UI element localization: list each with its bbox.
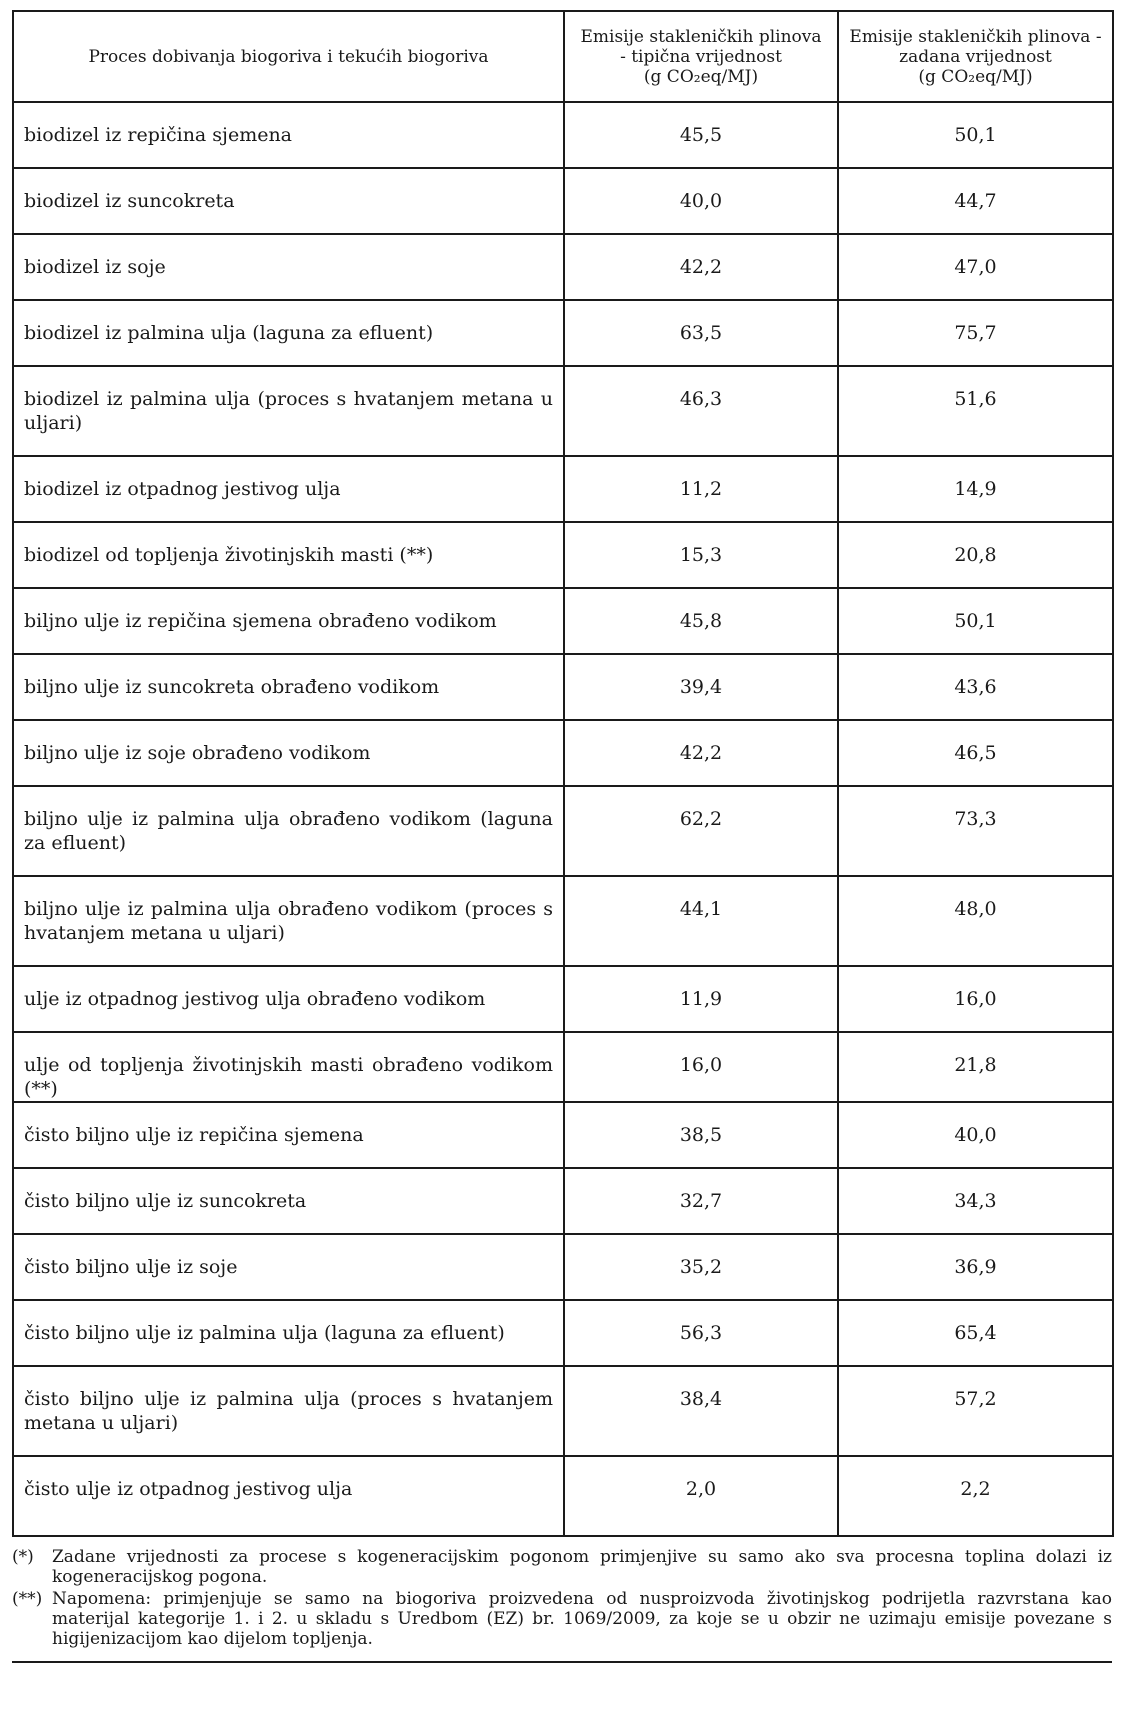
footnote-text: Napomena: primjenjuje se samo na biogoriva proizvedena od nusproizvoda životinjskog podrijetla razvrstana kao materijal kategorije 1. i 2. u skladu s Uredbom (EZ) br. 1069/2009, za koje se u obzir ne uzimaju emisije povezane s higijenizacijom kao dijelom topljenja. (52, 1589, 1112, 1649)
table-row (13, 1102, 1113, 1168)
table-row (13, 720, 1113, 786)
typical-value-cell: 15,3 (564, 522, 838, 588)
typical-value-cell: 42,2 (564, 234, 838, 300)
process-cell: biljno ulje iz suncokreta obrađeno vodikom (13, 654, 564, 720)
default-value-cell: 2,2 (838, 1456, 1113, 1536)
process-cell: čisto biljno ulje iz soje (13, 1234, 564, 1300)
process-cell: čisto biljno ulje iz repičina sjemena (13, 1102, 564, 1168)
process-cell: biodizel iz soje (13, 234, 564, 300)
default-value-cell: 14,9 (838, 456, 1113, 522)
table-row (13, 588, 1113, 654)
footnote (12, 1589, 1112, 1649)
process-cell: biljno ulje iz palmina ulja obrađeno vodikom (proces s hvatanjem metana u uljari) (13, 876, 564, 966)
bottom-rule (12, 1661, 1112, 1663)
header-process: Proces dobivanja biogoriva i tekućih biogoriva (13, 11, 564, 102)
default-value-cell: 20,8 (838, 522, 1113, 588)
table-row (13, 300, 1113, 366)
default-value-cell: 43,6 (838, 654, 1113, 720)
typical-value-cell: 11,9 (564, 966, 838, 1032)
process-cell: ulje od topljenja životinjskih masti obrađeno vodikom (**) (13, 1032, 564, 1102)
default-value-cell: 48,0 (838, 876, 1113, 966)
default-value-cell: 50,1 (838, 588, 1113, 654)
process-cell: biljno ulje iz repičina sjemena obrađeno vodikom (13, 588, 564, 654)
default-value-cell: 44,7 (838, 168, 1113, 234)
default-value-cell: 47,0 (838, 234, 1113, 300)
table-row (13, 1456, 1113, 1536)
table-row (13, 654, 1113, 720)
process-cell: biljno ulje iz soje obrađeno vodikom (13, 720, 564, 786)
table-header (13, 11, 1113, 102)
document-page (12, 10, 1112, 1663)
process-cell: ulje iz otpadnog jestivog ulja obrađeno vodikom (13, 966, 564, 1032)
table-row (13, 786, 1113, 876)
default-value-cell: 73,3 (838, 786, 1113, 876)
table-body (13, 102, 1113, 1536)
default-value-cell: 65,4 (838, 1300, 1113, 1366)
typical-value-cell: 42,2 (564, 720, 838, 786)
typical-value-cell: 56,3 (564, 1300, 838, 1366)
process-cell: biodizel iz palmina ulja (proces s hvatanjem metana u uljari) (13, 366, 564, 456)
typical-value-cell: 38,5 (564, 1102, 838, 1168)
table-row (13, 1234, 1113, 1300)
table-row (13, 876, 1113, 966)
typical-value-cell: 16,0 (564, 1032, 838, 1102)
default-value-cell: 75,7 (838, 300, 1113, 366)
process-cell: čisto biljno ulje iz palmina ulja (laguna za efluent) (13, 1300, 564, 1366)
footnote-text: Zadane vrijednosti za procese s kogeneracijskim pogonom primjenjive su samo ako sva procesna toplina dolazi iz kogeneracijskog pogona. (52, 1547, 1112, 1587)
table-row (13, 366, 1113, 456)
table-row (13, 1366, 1113, 1456)
header-typical: Emisije stakleničkih plinova - tipična vrijednost (g CO₂eq/MJ) (564, 11, 838, 102)
default-value-cell: 57,2 (838, 1366, 1113, 1456)
typical-value-cell: 11,2 (564, 456, 838, 522)
default-value-cell: 50,1 (838, 102, 1113, 168)
footnote-mark: (**) (12, 1589, 43, 1609)
table-row (13, 522, 1113, 588)
default-value-cell: 36,9 (838, 1234, 1113, 1300)
typical-value-cell: 40,0 (564, 168, 838, 234)
typical-value-cell: 45,8 (564, 588, 838, 654)
default-value-cell: 40,0 (838, 1102, 1113, 1168)
table-row (13, 1300, 1113, 1366)
typical-value-cell: 62,2 (564, 786, 838, 876)
process-cell: biodizel od topljenja životinjskih masti (**) (13, 522, 564, 588)
process-cell: biodizel iz otpadnog jestivog ulja (13, 456, 564, 522)
typical-value-cell: 35,2 (564, 1234, 838, 1300)
table-row (13, 168, 1113, 234)
process-cell: biodizel iz repičina sjemena (13, 102, 564, 168)
table-row (13, 102, 1113, 168)
default-value-cell: 21,8 (838, 1032, 1113, 1102)
process-cell: biljno ulje iz palmina ulja obrađeno vodikom (laguna za efluent) (13, 786, 564, 876)
emissions-table (12, 10, 1114, 1537)
typical-value-cell: 32,7 (564, 1168, 838, 1234)
typical-value-cell: 46,3 (564, 366, 838, 456)
header-default: Emisije stakleničkih plinova - zadana vrijednost (g CO₂eq/MJ) (838, 11, 1113, 102)
footnote (12, 1547, 1112, 1587)
typical-value-cell: 39,4 (564, 654, 838, 720)
process-cell: čisto ulje iz otpadnog jestivog ulja (13, 1456, 564, 1536)
typical-value-cell: 38,4 (564, 1366, 838, 1456)
process-cell: čisto biljno ulje iz suncokreta (13, 1168, 564, 1234)
default-value-cell: 51,6 (838, 366, 1113, 456)
default-value-cell: 16,0 (838, 966, 1113, 1032)
footnote-mark: (*) (12, 1547, 34, 1567)
footnotes (12, 1547, 1112, 1649)
typical-value-cell: 2,0 (564, 1456, 838, 1536)
table-row (13, 966, 1113, 1032)
default-value-cell: 46,5 (838, 720, 1113, 786)
typical-value-cell: 44,1 (564, 876, 838, 966)
table-row (13, 1168, 1113, 1234)
typical-value-cell: 45,5 (564, 102, 838, 168)
process-cell: biodizel iz suncokreta (13, 168, 564, 234)
default-value-cell: 34,3 (838, 1168, 1113, 1234)
typical-value-cell: 63,5 (564, 300, 838, 366)
process-cell: čisto biljno ulje iz palmina ulja (proces s hvatanjem metana u uljari) (13, 1366, 564, 1456)
table-row (13, 1032, 1113, 1102)
table-row (13, 234, 1113, 300)
table-row (13, 456, 1113, 522)
process-cell: biodizel iz palmina ulja (laguna za efluent) (13, 300, 564, 366)
